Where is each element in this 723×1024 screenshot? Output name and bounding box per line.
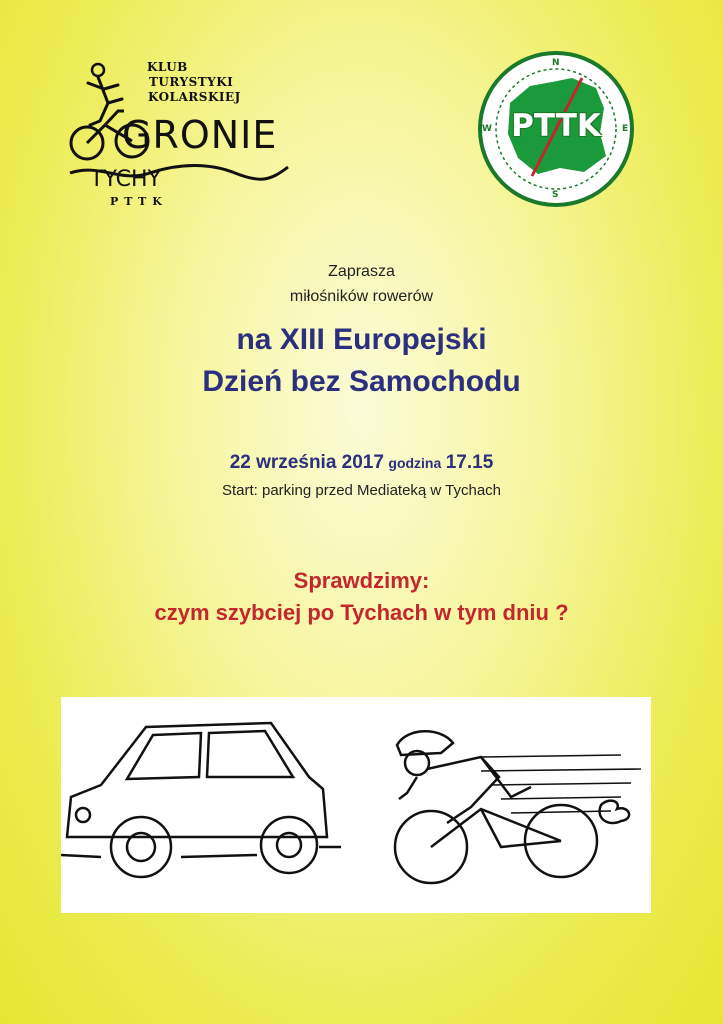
cyclist-icon bbox=[395, 731, 629, 883]
club-line-1: KLUB bbox=[147, 60, 188, 74]
question-line-2: czym szybciej po Tychach w tym dniu ? bbox=[154, 600, 569, 625]
pttk-badge bbox=[472, 48, 640, 210]
compass-s-label: S bbox=[552, 190, 559, 200]
club-city: TYCHY bbox=[90, 167, 162, 192]
invite-line-2: miłośników rowerów bbox=[289, 288, 434, 305]
event-date-time bbox=[0, 452, 723, 474]
car-vs-bike-drawing bbox=[61, 697, 651, 913]
compass-e-label: E bbox=[622, 124, 629, 134]
event-time-label: godzina bbox=[388, 455, 442, 471]
pttk-text: PTTK bbox=[511, 108, 601, 144]
club-logo bbox=[60, 55, 290, 215]
invite-line-1: Zaprasza bbox=[328, 263, 395, 280]
event-title-line-1: na XIII Europejski bbox=[236, 323, 487, 356]
compass-n-label: N bbox=[552, 58, 560, 68]
question-line-1: Sprawdzimy: bbox=[293, 568, 430, 593]
club-org: PTTK bbox=[110, 195, 168, 208]
club-line-3: KOLARSKIEJ bbox=[148, 90, 241, 104]
event-date: 22 września 2017 bbox=[229, 452, 384, 473]
car-vs-bike-illustration bbox=[61, 697, 651, 913]
car-icon bbox=[61, 723, 341, 877]
compass-w-label: W bbox=[482, 124, 492, 134]
club-line-2: TURYSTYKI bbox=[149, 75, 234, 89]
club-name: GRONIE bbox=[122, 113, 278, 157]
event-start-location: Start: parking przed Mediateką w Tychach bbox=[221, 482, 502, 499]
event-time: 17.15 bbox=[445, 452, 494, 473]
event-title-line-2: Dzień bez Samochodu bbox=[202, 365, 521, 398]
